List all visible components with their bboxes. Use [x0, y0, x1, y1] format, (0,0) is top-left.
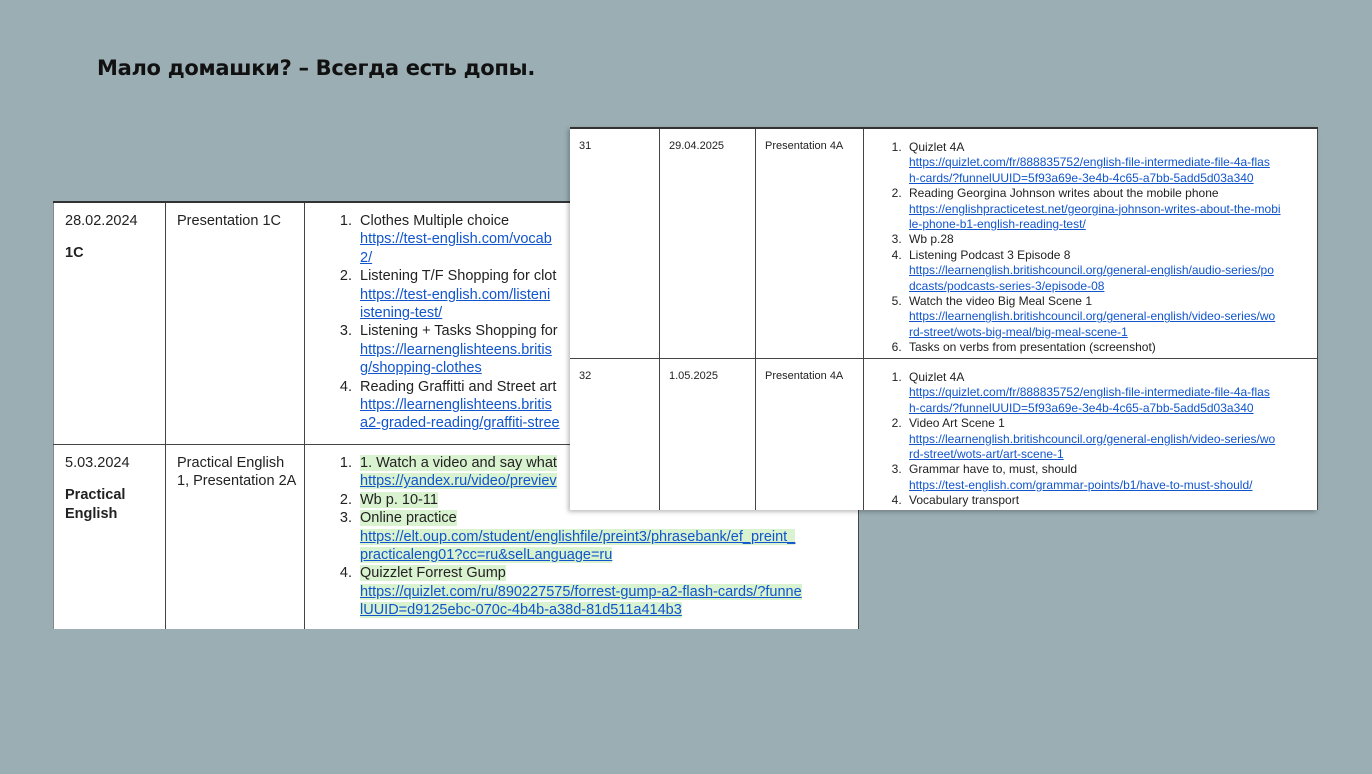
task-link[interactable]: https://englishpracticetest.net/georgina-johnson-writes-about-the-mobi le-phone-b1-english-reading-test/: [909, 201, 1281, 232]
task-title: Quizlet 4A: [909, 140, 965, 154]
task-list: [882, 140, 1311, 356]
task-title: Listening Podcast 3 Episode 8: [909, 247, 1071, 262]
lesson-cell: [166, 202, 305, 445]
task-title: Listening T/F Shopping for clot: [360, 268, 557, 285]
list-item: [905, 462, 1311, 493]
date-cell: [54, 202, 166, 445]
lesson-number: 31: [579, 140, 592, 152]
task-title: Video Art Scene 1: [909, 416, 1005, 431]
task-title: Tasks on verbs from presentation (screenshot): [909, 340, 1156, 355]
list-item: [905, 416, 1311, 462]
task-link[interactable]: https://quizlet.com/ru/890227575/forrest-gump-a2-flash-cards/?funne lUUID=d9125ebc-070c-4b4b-a38d-81d511a414b3: [360, 583, 802, 619]
date: 29.04.2025: [669, 140, 725, 152]
task-list: [882, 370, 1311, 509]
task-link[interactable]: https://learnenglish.britishcouncil.org/general-english/video-series/wo rd-street/wots-art/art-scene-1: [909, 431, 1276, 462]
task-title: Reading Graffitti and Street art: [360, 378, 557, 395]
task-link[interactable]: https://quizlet.com/fr/888835752/english-file-intermediate-file-4a-flas h-cards/?funnelUUID=5f93a69e-3e4b-4c65-a7bb-5add5d03a340: [909, 155, 1270, 185]
number-cell: [570, 359, 660, 511]
front-table: [570, 127, 1318, 510]
homework-table-front: [570, 127, 1318, 510]
list-item: [356, 509, 852, 564]
task-title: Listening + Tasks Shopping for: [360, 323, 558, 340]
list-item: [905, 370, 1311, 416]
list-item: [905, 248, 1311, 294]
task-title: 1. Watch a video and say what: [360, 455, 557, 471]
date: 5.03.2024: [65, 455, 130, 471]
lesson-cell: [756, 128, 864, 359]
date: 1.05.2025: [669, 370, 718, 382]
list-item: [356, 564, 852, 619]
lesson: Presentation 4A: [765, 370, 844, 382]
list-item: [905, 493, 1311, 508]
lesson-cell: [756, 359, 864, 511]
task-link[interactable]: https://learnenglish.britishcouncil.org/general-english/audio-series/po dcasts/podcasts-series-3/episode-08: [909, 263, 1274, 293]
table-row: [570, 128, 1318, 359]
task-link[interactable]: https://test-english.com/vocab 2/: [360, 231, 552, 266]
topic-label: Practical English: [65, 487, 126, 522]
list-item: [905, 186, 1311, 232]
task-title: Quizzlet Forrest Gump: [360, 565, 506, 582]
date-cell: [660, 128, 756, 359]
task-title: Reading Georgina Johnson writes about the mobile phone: [909, 186, 1219, 201]
task-link[interactable]: https://test-english.com/listeni istening-test/: [360, 286, 551, 322]
lesson-cell: [166, 445, 305, 630]
task-title: Watch the video Big Meal Scene 1: [909, 294, 1092, 309]
date-cell: [660, 359, 756, 511]
task-title: Clothes Multiple choice: [360, 213, 510, 229]
task-link[interactable]: https://quizlet.com/fr/888835752/english-file-intermediate-file-4a-flas h-cards/?funnelUUID=5f93a69e-3e4b-4c65-a7bb-5add5d03a340: [909, 385, 1270, 415]
lesson: Presentation 1C: [177, 213, 281, 229]
list-item: [905, 294, 1311, 340]
task-link[interactable]: https://learnenglish.britishcouncil.org/general-english/video-series/wo rd-street/wots-big-meal/big-meal-scene-1: [909, 309, 1276, 339]
task-title: Online practice: [360, 510, 457, 527]
list-item: [905, 232, 1311, 247]
task-link[interactable]: https://yandex.ru/video/previev: [360, 473, 557, 490]
task-link[interactable]: https://learnenglishteens.britis g/shopping-clothes: [360, 341, 552, 377]
list-item: [905, 340, 1311, 355]
task-title: Wb p. 10-11: [360, 491, 438, 508]
tasks-cell: [864, 128, 1318, 359]
slide-title: Мало домашки? – Всегда есть допы.: [97, 56, 536, 80]
task-title: Vocabulary transport: [909, 493, 1020, 508]
list-item: [905, 140, 1311, 186]
number-cell: [570, 128, 660, 359]
task-title: Grammar have to, must, should: [909, 462, 1078, 477]
task-title: Wb p.28: [909, 232, 954, 247]
topic-label: 1C: [65, 245, 84, 262]
task-title: Quizlet 4A: [909, 370, 965, 384]
table-row: [570, 359, 1318, 511]
lesson: Practical English 1, Presentation 2A: [177, 455, 297, 490]
task-link[interactable]: https://elt.oup.com/student/englishfile/preint3/phrasebank/ef_preint_ practicaleng01?cc=ru&selLanguage=ru: [360, 528, 796, 564]
lesson-number: 32: [579, 370, 592, 382]
tasks-cell: [864, 359, 1318, 511]
task-link[interactable]: https://learnenglishteens.britis a2-graded-reading/graffiti-stree: [360, 397, 560, 432]
lesson: Presentation 4A: [765, 140, 844, 152]
date: 28.02.2024: [65, 213, 138, 229]
date-cell: [54, 445, 166, 630]
task-link[interactable]: https://test-english.com/grammar-points/b1/have-to-must-should/: [909, 477, 1253, 492]
